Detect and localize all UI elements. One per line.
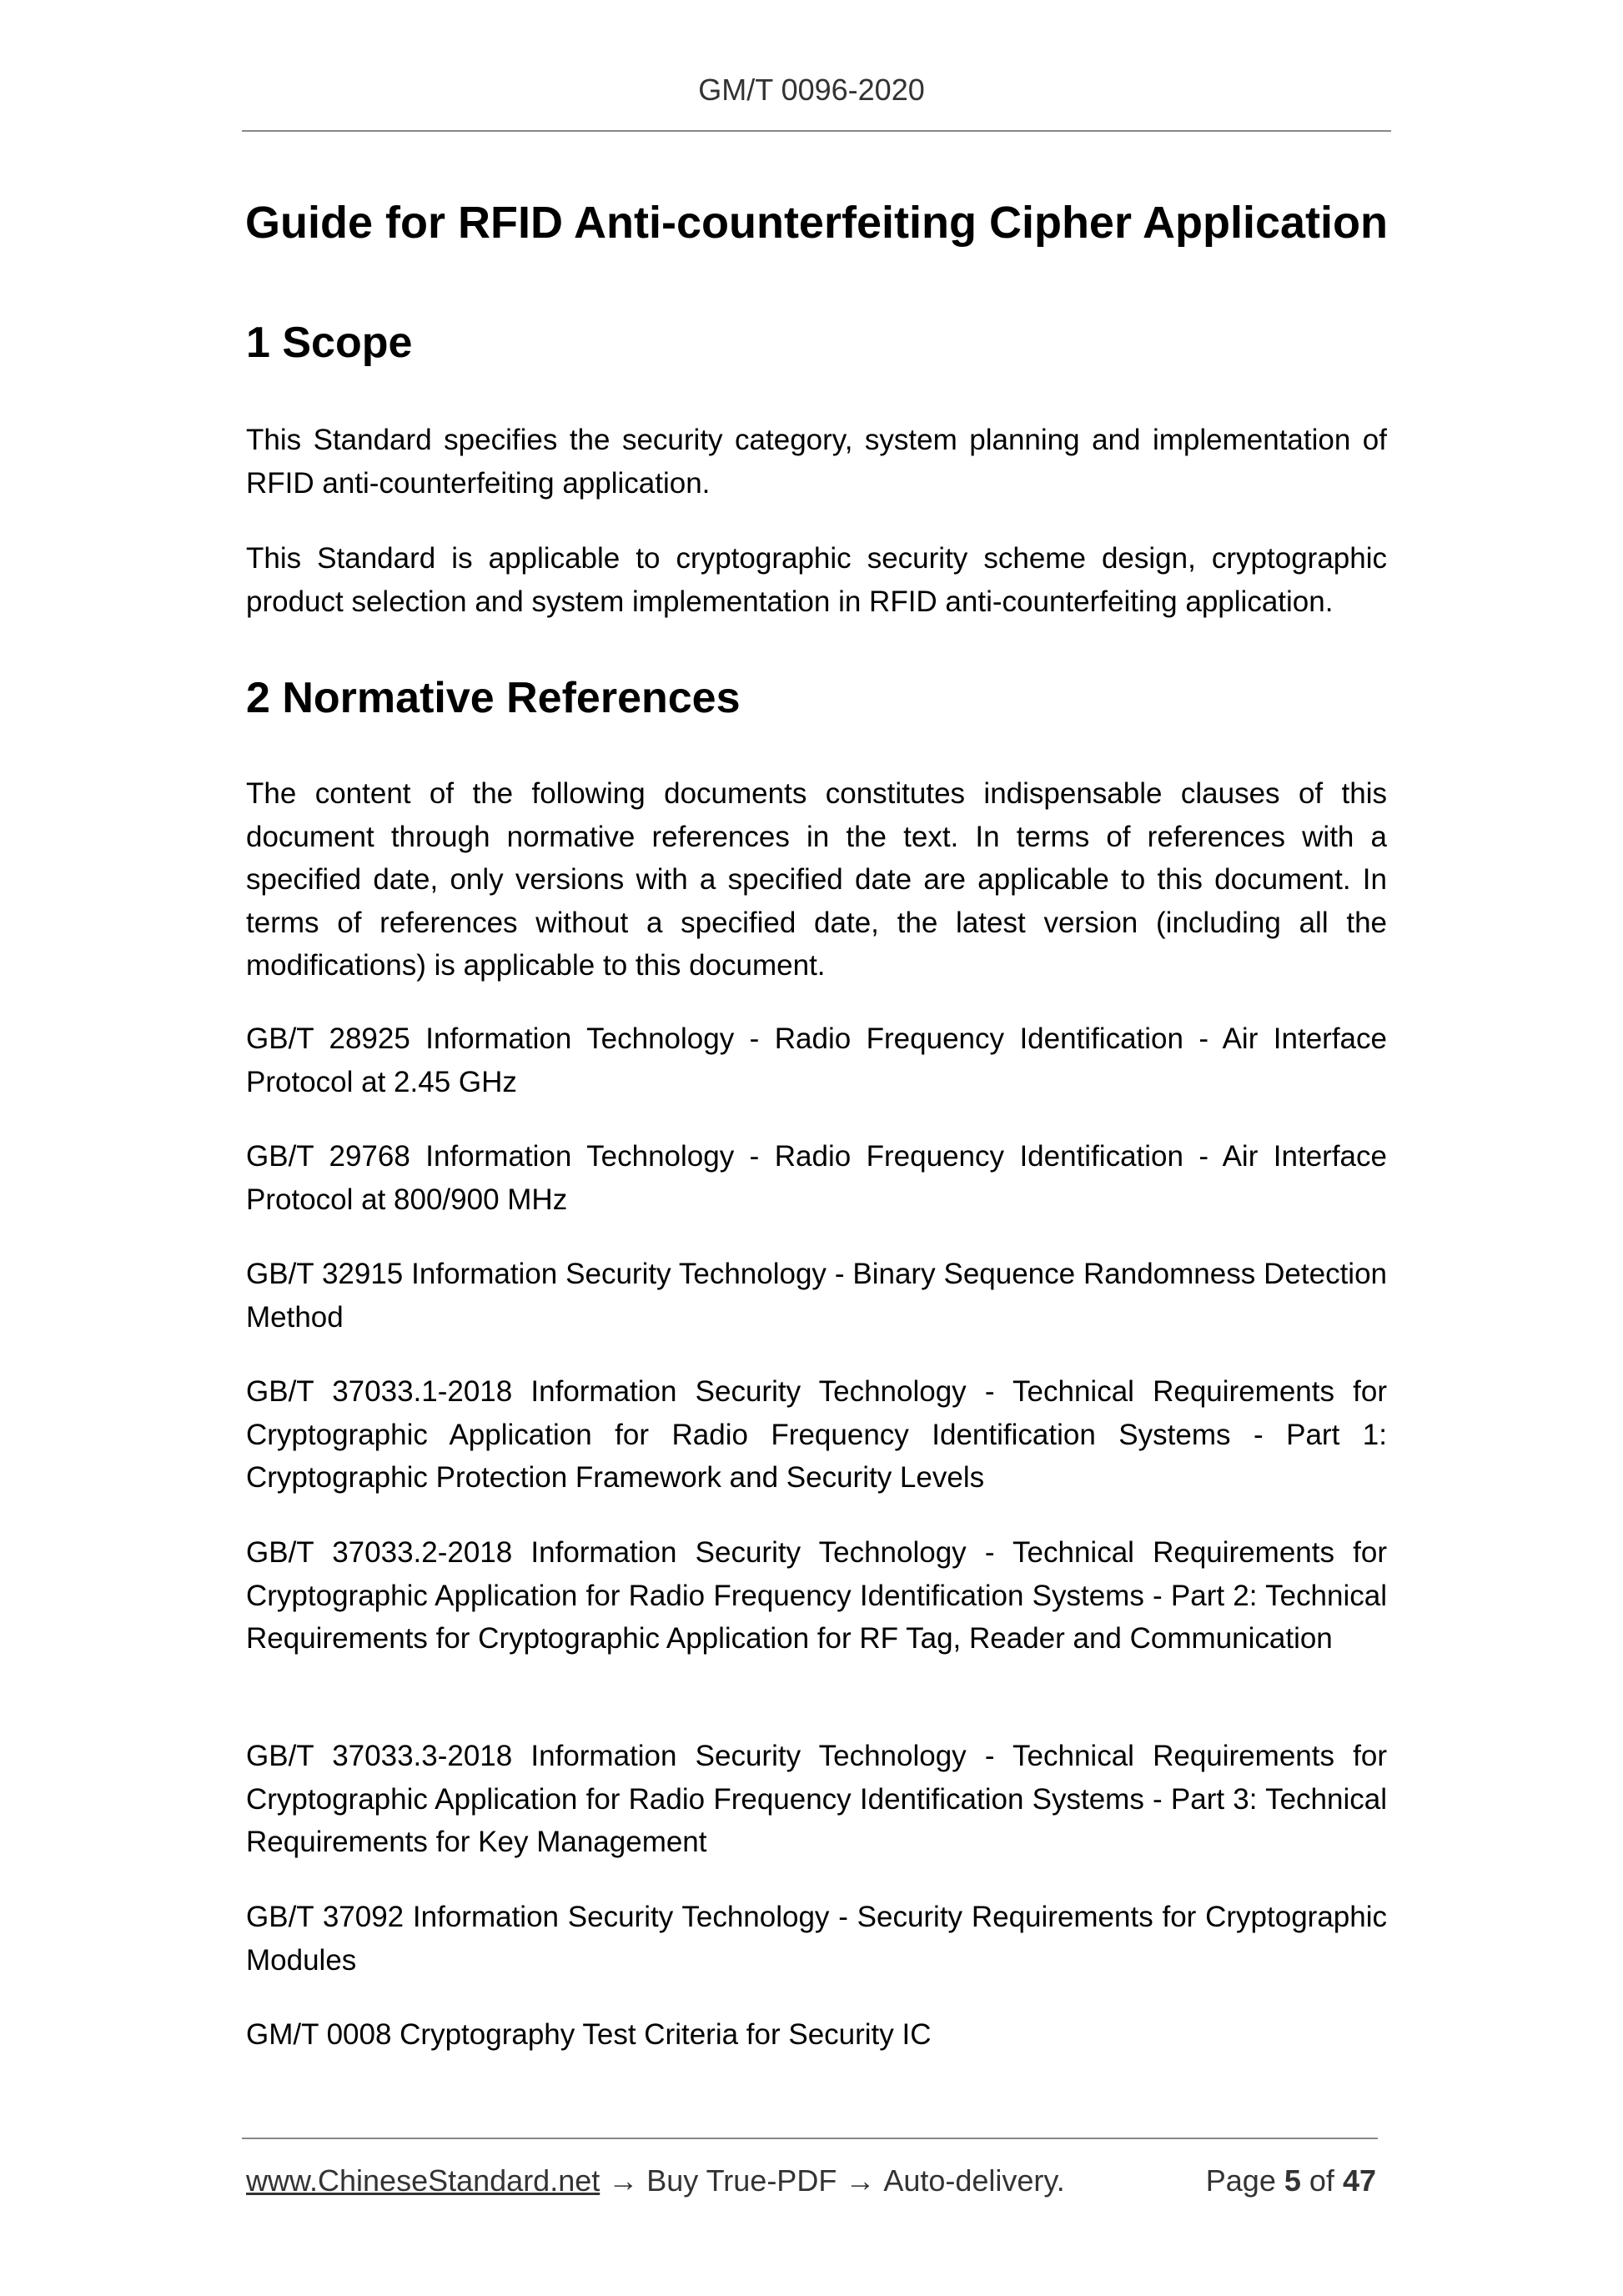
- footer-promo: [246, 2162, 1065, 2200]
- page-total: 47: [1342, 2163, 1376, 2198]
- footer-buy-text: Buy True-PDF: [646, 2163, 837, 2198]
- paragraph-scope-2: This Standard is applicable to cryptographic security scheme design, cryptographic product selection and system implementation in RFID anti-counterfeiting application.: [246, 542, 1387, 618]
- reference-item: GB/T 32915 Information Security Technology - Binary Sequence Randomness Detection Method: [246, 1258, 1387, 1334]
- section-heading-normative-references: 2 Normative References: [246, 674, 741, 722]
- reference-item: GB/T 37033.1-2018 Information Security Technology - Technical Requirements for Cryptographic Application for Radio Frequency Identification Systems - Part 1: Cryptographic Protection Framework and Security Levels: [246, 1375, 1387, 1494]
- reference-item: GM/T 0008 Cryptography Test Criteria for Security IC: [246, 2018, 932, 2051]
- footer-divider: [242, 2138, 1378, 2139]
- page-header-code: GM/T 0096-2020: [698, 73, 925, 107]
- footer-website-link[interactable]: www.ChineseStandard.net: [246, 2163, 600, 2198]
- paragraph-scope-1: This Standard specifies the security category, system planning and implementation of RFID anti-counterfeiting application.: [246, 424, 1387, 500]
- reference-item: GB/T 29768 Information Technology - Radio Frequency Identification - Air Interface Protocol at 800/900 MHz: [246, 1140, 1387, 1216]
- page-label: Page: [1205, 2163, 1276, 2198]
- page-of-label: of: [1309, 2163, 1334, 2198]
- page-number: [1206, 2162, 1376, 2200]
- reference-item: GB/T 37033.2-2018 Information Security Technology - Technical Requirements for Cryptographic Application for Radio Frequency Identification Systems - Part 2: Technical Requirements for Cryptographic Application for RF Tag, Reader and Communication: [246, 1536, 1387, 1655]
- reference-item: GB/T 28925 Information Technology - Radio Frequency Identification - Air Interface Protocol at 2.45 GHz: [246, 1022, 1387, 1098]
- paragraph-references-intro: The content of the following documents constitutes indispensable clauses of this document through normative references in the text. In terms of references with a specified date, only versions with a specified date are applicable to this document. In terms of references without a specified date, the latest version (including all the modifications) is applicable to this document.: [246, 777, 1387, 982]
- reference-item: GB/T 37033.3-2018 Information Security Technology - Technical Requirements for Cryptographic Application for Radio Frequency Identification Systems - Part 3: Technical Requirements for Key Management: [246, 1740, 1387, 1858]
- header-divider: [242, 130, 1391, 132]
- reference-item: GB/T 37092 Information Security Technology - Security Requirements for Cryptographic Modules: [246, 1901, 1387, 1977]
- arrow-right-icon: →: [845, 2163, 876, 2198]
- footer-delivery-text: Auto-delivery.: [883, 2163, 1065, 2198]
- document-title: Guide for RFID Anti-counterfeiting Cipher Application: [245, 198, 1388, 248]
- section-heading-scope: 1 Scope: [246, 319, 413, 367]
- arrow-right-icon: →: [608, 2163, 639, 2198]
- page-current: 5: [1284, 2163, 1301, 2198]
